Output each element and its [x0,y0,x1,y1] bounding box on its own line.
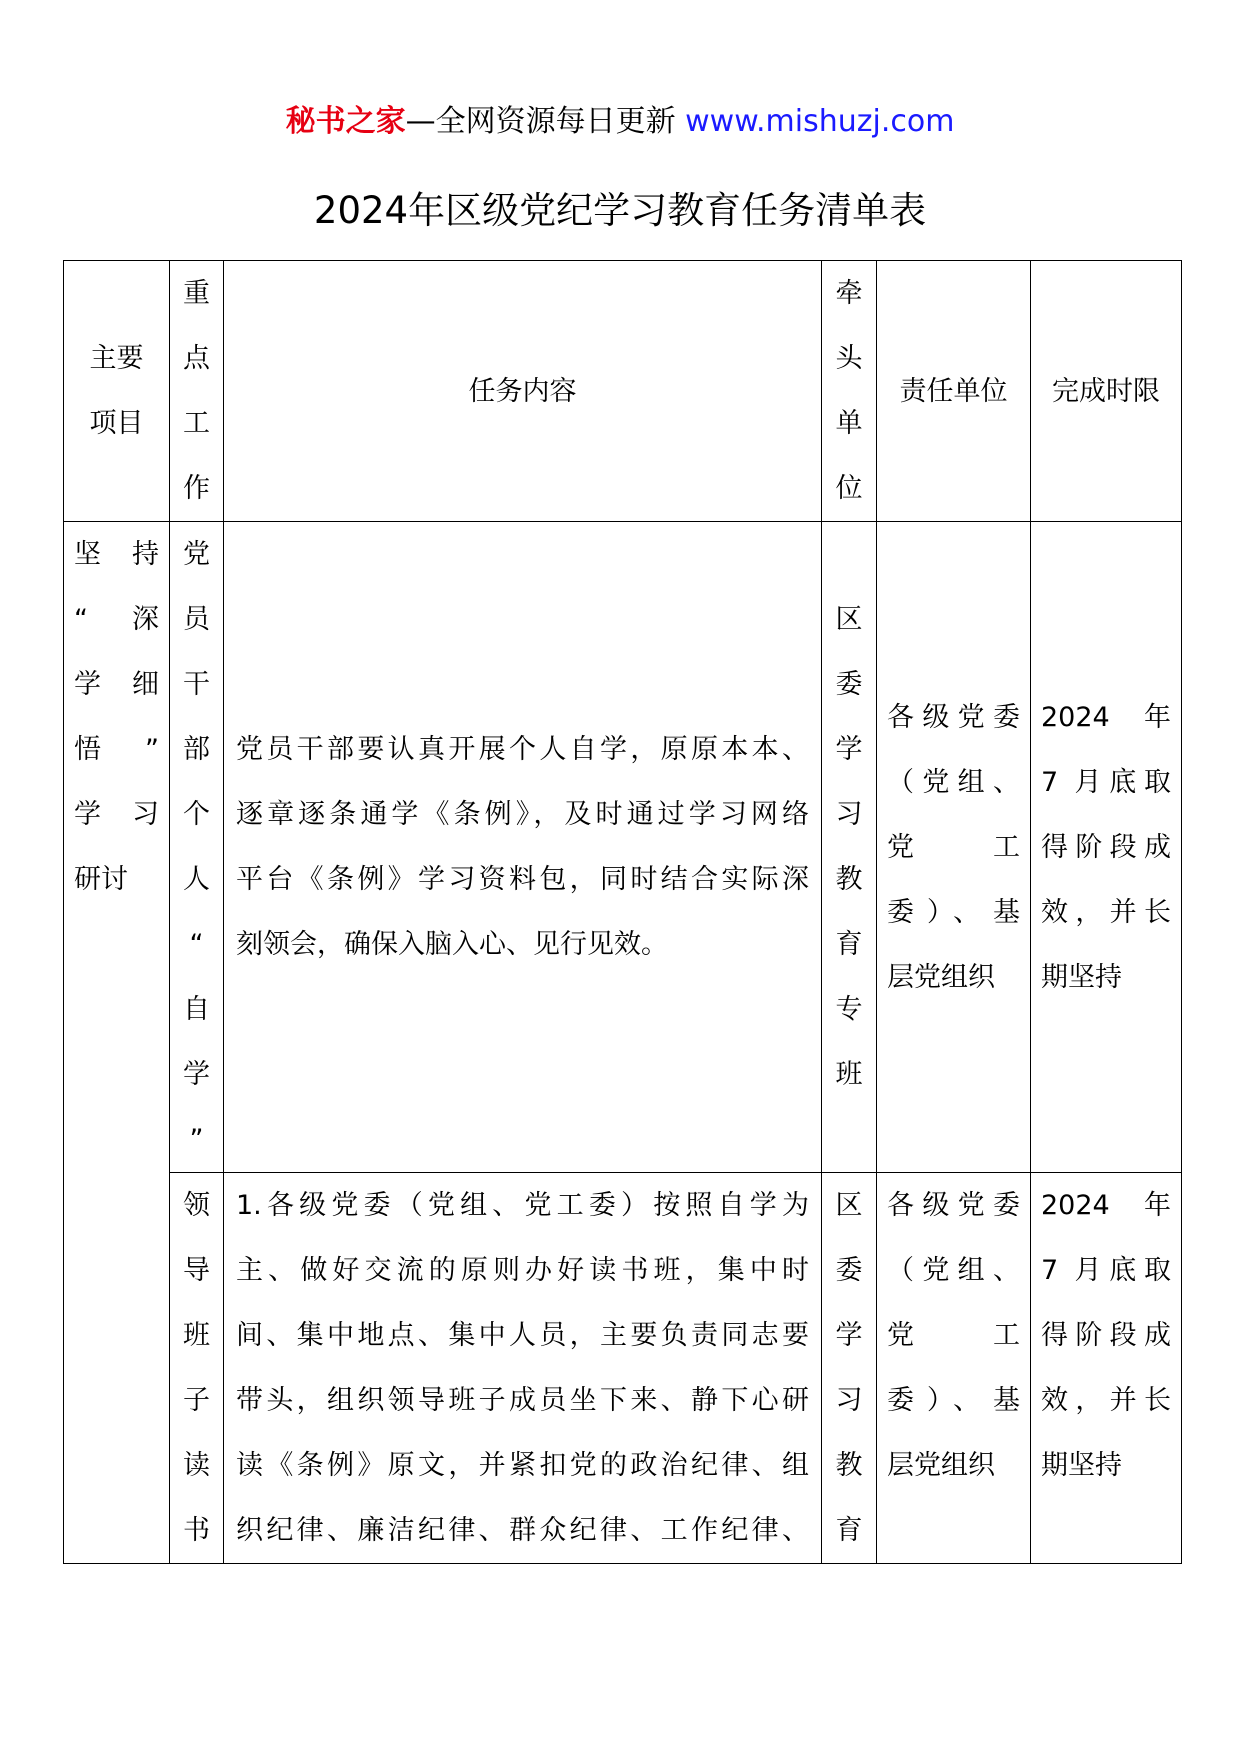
deadline-line: 期坚持 [1041,1450,1122,1481]
task-content-line: 逐章逐条通学《条例》，及时通过学习网络 [236,799,809,830]
header-key-work-char: 点 [183,343,210,374]
header-responsible-unit: 责任单位 [877,261,1031,522]
task-content-line: 织纪律、廉洁纪律、群众纪律、工作纪律、 [236,1515,809,1546]
document-title: 2024年区级党纪学习教育任务清单表 [313,189,927,232]
task-content-cell [224,1173,822,1564]
deadline-line: 得阶段成 [1041,1320,1171,1351]
main-item-line: 学 习 [74,799,159,830]
main-item-cell [64,522,170,1564]
lead-unit-char: 习 [835,1385,863,1416]
task-content-line: 读《条例》原文，并紧扣党的政治纪律、组 [236,1450,809,1481]
responsible-unit-cell [877,1173,1031,1564]
table-row [64,1173,1182,1564]
key-work-cell [170,1173,224,1564]
table-row [64,522,1182,1173]
deadline-line: 期坚持 [1041,961,1122,993]
site-banner [0,100,1240,144]
lead-unit-char: 学 [835,1320,863,1351]
task-content-line: 间、集中地点、集中人员，主要负责同志要 [236,1320,809,1351]
header-key-work-char: 重 [183,278,210,309]
main-item-line: 悟 ” [74,734,159,765]
responsible-unit-line: （党组、 [887,766,1020,798]
responsible-unit-line: 委）、基 [887,896,1020,928]
lead-unit-char: 区 [835,1190,863,1221]
deadline-line: 效，并长 [1041,896,1171,928]
lead-unit-char: 班 [835,1059,863,1090]
main-item-line: 研讨 [74,864,128,895]
site-url-link[interactable]: www.mishuzj.com [685,104,955,139]
responsible-unit-line: 党 工 [887,831,1020,863]
key-work-char: ” [189,1124,204,1155]
lead-unit-char: 教 [835,864,863,895]
responsible-unit-line: 党 工 [887,1320,1020,1351]
task-content-line: 带头，组织领导班子成员坐下来、静下心研 [236,1385,809,1416]
key-work-char: 党 [183,539,210,570]
task-content-line: 主、做好交流的原则办好读书班，集中时 [236,1255,809,1286]
brand-slogan: —全网资源每日更新 [405,104,686,139]
key-work-char: 员 [183,604,210,635]
main-item-line: 坚 持 [74,539,159,570]
key-work-char: “ [189,929,204,960]
lead-unit-char: 委 [835,669,863,700]
responsible-unit-line: 各级党委 [887,1190,1020,1221]
key-work-char: 子 [183,1385,210,1416]
task-content-line: 1.各级党委（党组、党工委）按照自学为 [236,1190,809,1221]
lead-unit-char: 区 [835,604,863,635]
task-content-line: 平台《条例》学习资料包，同时结合实际深 [236,864,809,895]
header-task-content: 任务内容 [224,261,822,522]
header-lead-unit-char: 牵 [835,278,863,309]
key-work-char: 人 [183,864,210,895]
task-list-table [63,260,1182,1564]
header-deadline: 完成时限 [1031,261,1182,522]
key-work-char: 自 [183,994,210,1025]
deadline-line: 7 月底取 [1041,766,1171,798]
header-lead-unit-char: 位 [835,473,863,504]
key-work-char: 学 [183,1059,210,1090]
key-work-char: 领 [183,1190,210,1221]
task-content-cell [224,522,822,1173]
responsible-unit-line: 层党组织 [887,961,995,993]
responsible-unit-line: 层党组织 [887,1450,995,1481]
responsible-unit-line: 委）、基 [887,1385,1020,1416]
lead-unit-char: 育 [835,1515,863,1546]
deadline-line: 7 月底取 [1041,1255,1171,1286]
header-key-work-char: 作 [183,473,210,504]
key-work-char: 班 [183,1320,210,1351]
deadline-cell [1031,522,1182,1173]
lead-unit-char: 学 [835,734,863,765]
header-main-item-line: 主要 [89,343,144,374]
task-content-line: 党员干部要认真开展个人自学，原原本本、 [236,734,809,765]
task-content-line: 刻领会，确保入脑入心、见行见效。 [236,929,668,960]
responsible-unit-line: 各级党委 [887,701,1020,733]
main-item-line: 学 细 [74,669,159,700]
brand-name: 秘书之家 [285,104,406,139]
table-header-row [64,261,1182,522]
lead-unit-cell [822,522,877,1173]
deadline-line: 得阶段成 [1041,831,1171,863]
header-lead-unit-char: 头 [835,343,863,374]
deadline-line: 效，并长 [1041,1385,1171,1416]
lead-unit-cell [822,1173,877,1564]
key-work-char: 干 [183,669,210,700]
lead-unit-char: 习 [835,799,863,830]
lead-unit-char: 教 [835,1450,863,1481]
key-work-char: 个 [183,799,210,830]
header-key-work [170,261,224,522]
header-main-item-line: 项目 [89,408,144,439]
header-lead-unit [822,261,877,522]
lead-unit-char: 育 [835,929,863,960]
header-main-item [64,261,170,522]
key-work-char: 导 [183,1255,210,1286]
deadline-line: 2024 年 [1041,701,1171,733]
header-key-work-char: 工 [183,408,210,439]
key-work-char: 书 [183,1515,210,1546]
key-work-char: 读 [183,1450,210,1481]
responsible-unit-line: （党组、 [887,1255,1020,1286]
deadline-line: 2024 年 [1041,1190,1171,1221]
main-item-line: “ 深 [74,604,159,635]
key-work-char: 部 [183,734,210,765]
deadline-cell [1031,1173,1182,1564]
lead-unit-char: 专 [835,994,863,1025]
responsible-unit-cell [877,522,1031,1173]
key-work-cell [170,522,224,1173]
lead-unit-char: 委 [835,1255,863,1286]
header-lead-unit-char: 单 [835,408,863,439]
